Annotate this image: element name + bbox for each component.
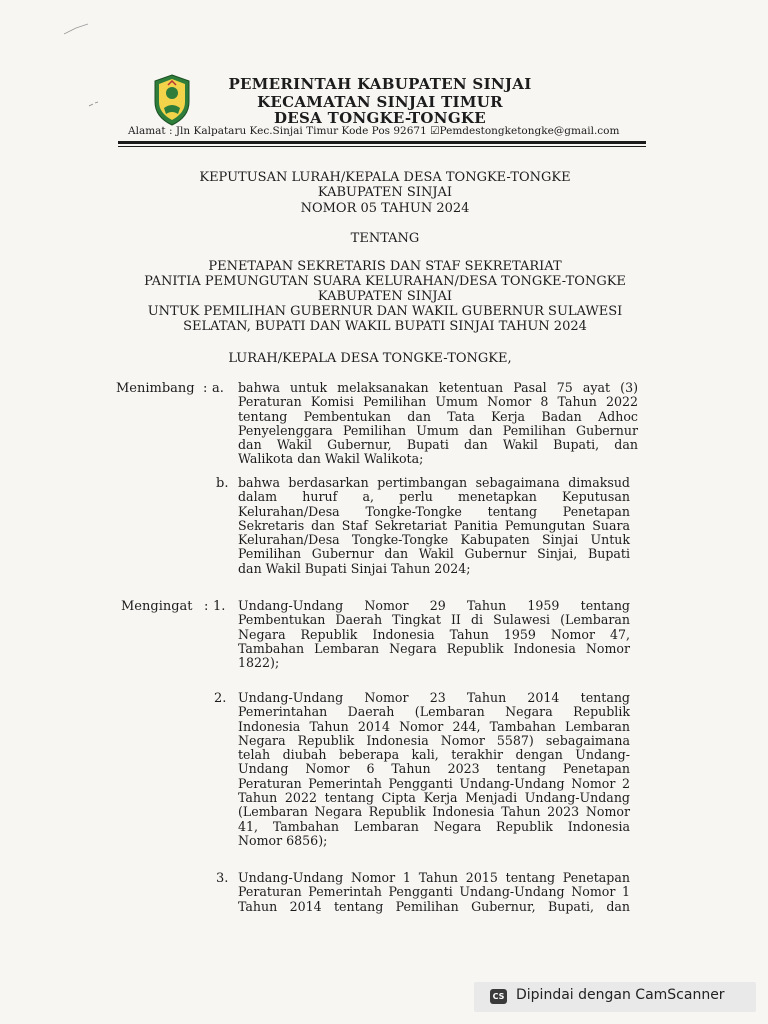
sinjai-regency-emblem-icon	[152, 74, 192, 126]
text-line: Nomor 6856);	[238, 832, 328, 848]
text-line: Sekretaris dan Staf Sekretariat Panitia Pemungutan Suara	[238, 517, 630, 533]
menimbang-a-text	[238, 381, 638, 467]
mengingat-2-marker: 2.	[214, 691, 227, 706]
menimbang-colon: :	[203, 381, 208, 396]
header-divider-thin	[118, 146, 646, 147]
text-line: Tahun 2014 tentang Pemilihan Gubernur, Bupati, dan	[238, 898, 630, 914]
text-line: 1822);	[238, 655, 280, 671]
mengingat-3-marker: 3.	[216, 871, 229, 886]
text-line: Penyelenggara Pemilihan Umum dan Pemilihan Gubernur	[238, 422, 638, 438]
text-line: Kelurahan/Desa Tongke-Tongke Kabupaten Sinjai Untuk	[238, 532, 630, 548]
camscanner-watermark	[474, 982, 756, 1012]
text-line: bahwa berdasarkan pertimbangan sebagaimana dimaksud	[238, 475, 630, 490]
text-line: Peraturan Pemerintah Pengganti Undang-Undang Nomor 2	[238, 775, 630, 791]
text-line: dan Wakil Bupati Sinjai Tahun 2024;	[238, 560, 471, 576]
text-line: Undang-Undang Nomor 1 Tahun 2015 tentang Penetapan	[238, 870, 630, 885]
text-line: dalam huruf a, perlu menetapkan Keputusan	[238, 489, 630, 505]
scan-mark	[62, 22, 92, 36]
text-line: Kelurahan/Desa Tongke-Tongke tentang Penetapan	[238, 503, 630, 519]
menimbang-a-marker: a.	[212, 381, 224, 396]
mengingat-colon: :	[204, 599, 209, 614]
menimbang-b-text	[238, 476, 630, 576]
subject-line: SELATAN, BUPATI DAN WAKIL BUPATI SINJAI TAHUN 2024	[183, 319, 587, 334]
camscanner-text: Dipindai dengan CamScanner	[516, 987, 725, 1003]
menimbang-b-marker: b.	[216, 476, 229, 491]
header-address: Alamat : Jln Kalpataru Kec.Sinjai Timur Kode Pos 92671 ☑Pemdestongketongke@gmail.com	[128, 125, 620, 137]
mengingat-1-text	[238, 599, 630, 670]
text-line: telah diubah beberapa kali, terakhir dengan Undang-	[238, 747, 630, 763]
header-village-title: DESA TONGKE-TONGKE	[274, 109, 486, 127]
decree-regency: KABUPATEN SINJAI	[317, 185, 453, 200]
mengingat-2-text	[238, 691, 630, 848]
text-line: Negara Republik Indonesia Tahun 1959 Nomor 47,	[238, 626, 630, 642]
mengingat-3-text	[238, 871, 630, 914]
text-line: Peraturan Pemerintah Pengganti Undang-Undang Nomor 1	[238, 884, 630, 900]
subject-line: UNTUK PEMILIHAN GUBERNUR DAN WAKIL GUBERNUR SULAWESI	[147, 304, 623, 319]
menimbang-label: Menimbang	[116, 381, 195, 396]
decree-number: NOMOR 05 TAHUN 2024	[300, 201, 470, 216]
text-line: Undang Nomor 6 Tahun 2023 tentang Penetapan	[238, 761, 630, 777]
text-line: Tambahan Lembaran Negara Republik Indonesia Nomor	[238, 640, 630, 656]
header-district-title: KECAMATAN SINJAI TIMUR	[257, 93, 503, 111]
text-line: Pembentukan Daerah Tingkat II di Sulawesi (Lembaran	[238, 612, 630, 628]
text-line: 41, Tambahan Lembaran Negara Republik Indonesia	[238, 818, 630, 834]
header-divider-thick	[118, 141, 646, 144]
text-line: Pemilihan Gubernur dan Wakil Gubernur Sinjai, Bupati	[238, 546, 630, 562]
decree-tentang: TENTANG	[350, 231, 420, 246]
text-line: Undang-Undang Nomor 29 Tahun 1959 tentang	[238, 598, 630, 613]
text-line: dan Wakil Gubernur, Bupati dan Wakil Bupati, dan	[238, 437, 638, 453]
text-line: Undang-Undang Nomor 23 Tahun 2014 tentang	[238, 690, 630, 705]
text-line: Peraturan Komisi Pemilihan Umum Nomor 8 Tahun 2022	[238, 394, 638, 410]
text-line: (Lembaran Negara Republik Indonesia Tahun 2023 Nomor	[238, 804, 630, 820]
subject-line: PANITIA PEMUNGUTAN SUARA KELURAHAN/DESA TONGKE-TONGKE	[144, 274, 626, 289]
text-line: bahwa untuk melaksanakan ketentuan Pasal 75 ayat (3)	[238, 380, 638, 395]
decree-title: KEPUTUSAN LURAH/KEPALA DESA TONGKE-TONGKE	[199, 170, 571, 185]
mengingat-label: Mengingat	[121, 599, 193, 614]
header-government-title: PEMERINTAH KABUPATEN SINJAI	[228, 75, 532, 93]
text-line: Walikota dan Wakil Walikota;	[238, 451, 424, 467]
text-line: tentang Pembentukan dan Tata Kerja Badan Adhoc	[238, 408, 638, 424]
subject-line: PENETAPAN SEKRETARIS DAN STAF SEKRETARIAT	[208, 259, 562, 274]
scan-mark	[88, 100, 100, 108]
text-line: Indonesia Tahun 2014 Nomor 244, Tambahan Lembaran	[238, 718, 630, 734]
text-line: Negara Republik Indonesia Nomor 5587) sebagaimana	[238, 732, 630, 748]
subject-line: KABUPATEN SINJAI	[317, 289, 453, 304]
issuing-authority: LURAH/KEPALA DESA TONGKE-TONGKE,	[228, 351, 512, 366]
mengingat-1-marker: 1.	[213, 599, 226, 614]
camscanner-icon: CS	[490, 989, 507, 1004]
text-line: Tahun 2022 tentang Cipta Kerja Menjadi Undang-Undang	[238, 790, 630, 806]
text-line: Pemerintahan Daerah (Lembaran Negara Republik	[238, 704, 630, 720]
